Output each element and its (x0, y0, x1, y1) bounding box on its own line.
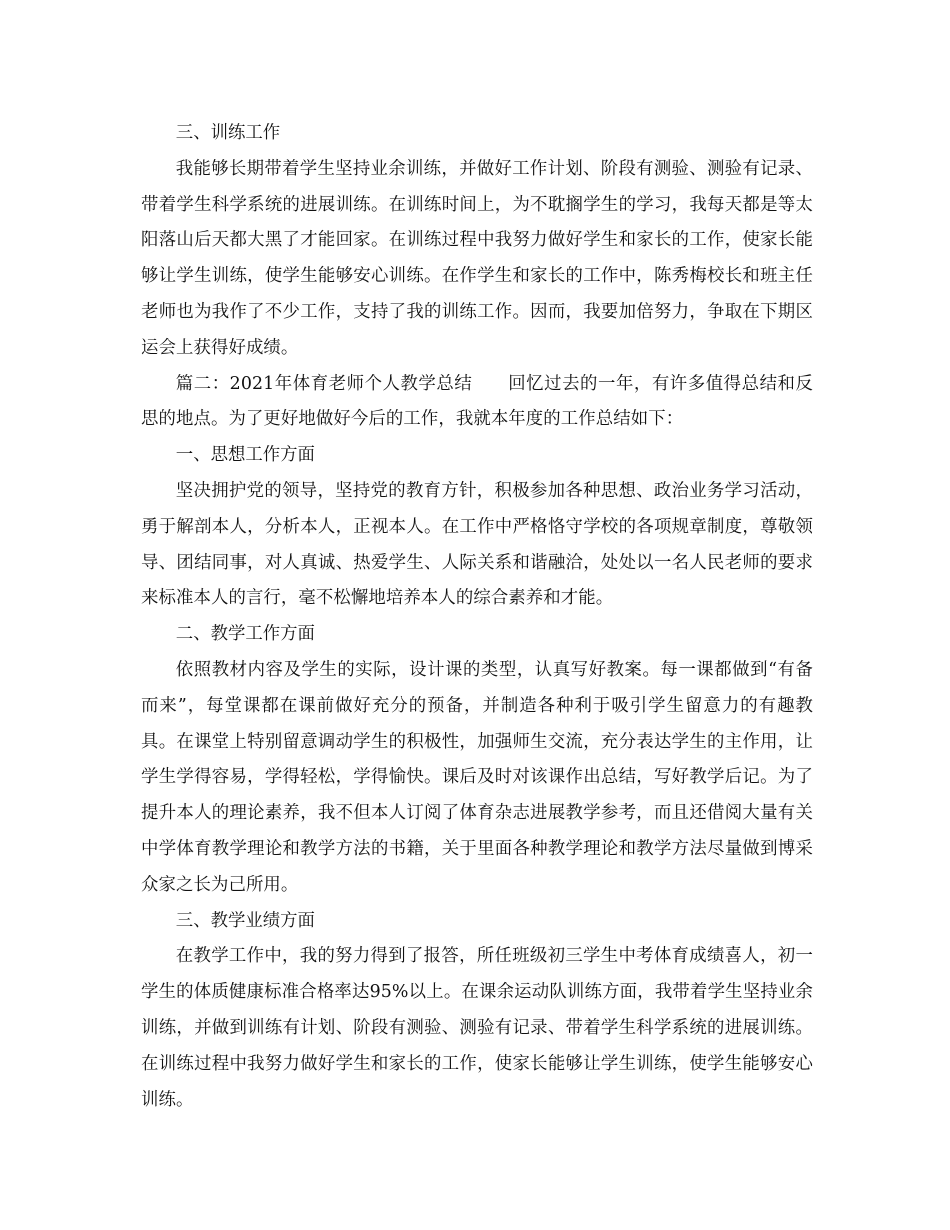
paragraph-training: 我能够长期带着学生坚持业余训练，并做好工作计划、阶段有测验、测验有记录、带着学生科学系统的进展训练。在训练时间上，为不耽搁学生的学习，我每天都是等太阳落山后天都大黑了才能回家。在训练过程中我努力做好学生和家长的工作，使家长能够让学生训练，使学生能够安心训练。在作学生和家长的工作中，陈秀梅校长和班主任老师也为我作了不少工作，支持了我的训练工作。因而，我要加倍努力，争取在下期区运会上获得好成绩。 (141, 158, 813, 358)
paragraph-ideology: 坚决拥护党的领导，坚持党的教育方针，积极参加各种思想、政治业务学习活动，勇于解剖本人，分析本人，正视本人。在工作中严格恪守学校的各项规章制度，尊敬领导、团结同事，对人真诚、热爱学生、人际关系和谐融洽，处处以一名人民老师的要求来标准本人的言行，毫不松懈地培养本人的综合素养和才能。 (141, 480, 813, 609)
section-heading-training: 三、训练工作 (175, 123, 281, 143)
section-heading-ideology: 一、思想工作方面 (175, 445, 315, 466)
section-heading-teaching: 二、教学工作方面 (175, 624, 315, 645)
paragraph-article-two-intro: 篇二：2021年体育老师个人教学总结 回忆过去的一年，有许多值得总结和反思的地点。为了更好地做好今后的工作，我就本年度的工作总结如下： (141, 373, 813, 430)
paragraph-teaching: 依照教材内容及学生的实际，设计课的类型，认真写好教案。每一课都做到“有备而来”，每堂课都在课前做好充分的预备，并制造各种利于吸引学生留意力的有趣教具。在课堂上特别留意调动学生的积极性，加强师生交流，充分表达学生的主作用，让学生学得容易，学得轻松，学得愉快。课后及时对该课作出总结，写好教学后记。为了提升本人的理论素养，我不但本人订阅了体育杂志进展教学参考，而且还借阅大量有关中学体育教学理论和教学方法的书籍，关于里面各种教学理论和教学方法尽量做到博采众家之长为己所用。 (141, 659, 813, 895)
paragraph-achievements: 在教学工作中，我的努力得到了报答，所任班级初三学生中考体育成绩喜人，初一学生的体质健康标准合格率达95%以上。在课余运动队训练方面，我带着学生坚持业余训练，并做到训练有计划、阶段有测验、测验有记录、带着学生科学系统的进展训练。在训练过程中我努力做好学生和家长的工作，使家长能够让学生训练，使学生能够安心训练。 (141, 946, 813, 1110)
document-body (141, 116, 813, 1118)
section-heading-achievements: 三、教学业绩方面 (175, 910, 315, 931)
